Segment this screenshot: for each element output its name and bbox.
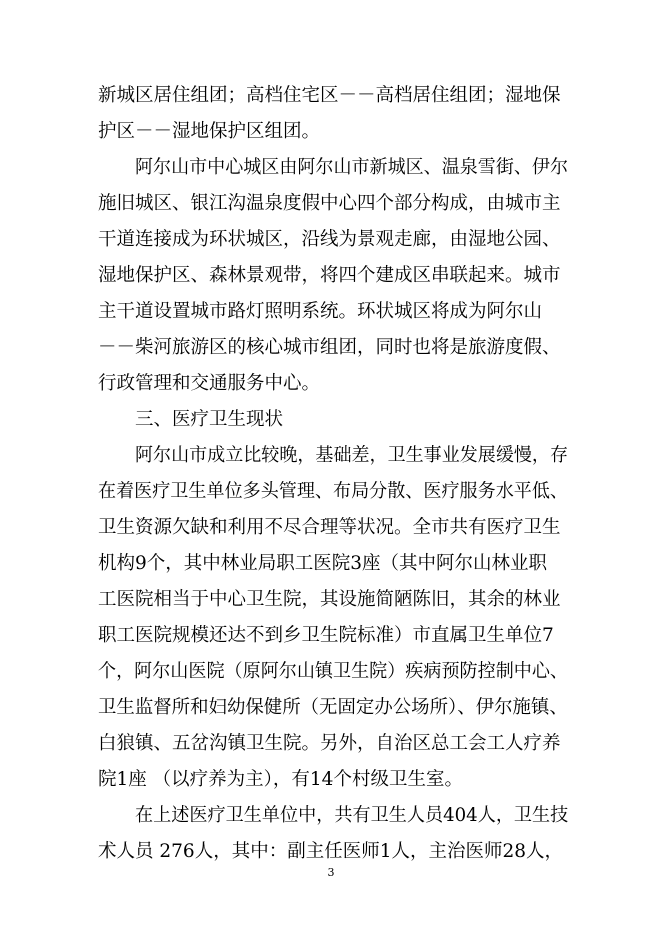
text-line: 新城区居住组团；高档住宅区－－高档居住组团；湿地保 xyxy=(98,85,561,106)
text-line: 护区－－湿地保护区组团。 xyxy=(98,121,321,142)
text-line: 行政管理和交通服务中心。 xyxy=(98,373,321,394)
paragraph-first-line: 在上述医疗卫生单位中，共有卫生人员404人，卫生技 xyxy=(135,805,569,826)
text-line: 职工医院规模还达不到乡卫生院标准）市直属卫生单位7 xyxy=(98,625,554,646)
text-line: 白狼镇、五岔沟镇卫生院。另外，自治区总工会工人疗养 xyxy=(98,733,561,754)
text-line: 个，阿尔山医院（原阿尔山镇卫生院）疾病预防控制中心、 xyxy=(98,661,569,682)
text-line: 湿地保护区、森林景观带，将四个建成区串联起来。城市 xyxy=(98,265,561,286)
text-line: －－柴河旅游区的核心城市组团，同时也将是旅游度假、 xyxy=(98,337,561,358)
paragraph-first-line: 阿尔山市中心城区由阿尔山市新城区、温泉雪街、伊尔 xyxy=(135,157,569,178)
text-line: 院1座 （以疗养为主），有14个村级卫生室。 xyxy=(98,769,463,790)
text-line: 施旧城区、银江沟温泉度假中心四个部分构成，由城市主 xyxy=(98,193,561,214)
text-line: 主干道设置城市路灯照明系统。环状城区将成为阿尔山 xyxy=(98,301,543,322)
text-line: 工医院相当于中心卫生院，其设施简陋陈旧，其余的林业 xyxy=(98,589,561,610)
text-line: 干道连接成为环状城区，沿线为景观走廊，由湿地公园、 xyxy=(98,229,561,250)
page-number: 3 xyxy=(327,866,335,879)
section-heading: 三、医疗卫生现状 xyxy=(135,409,284,430)
text-line: 术人员 276人，其中：副主任医师1人，主治医师28人， xyxy=(98,841,564,862)
text-line: 机构9个，其中林业局职工医院3座（其中阿尔山林业职 xyxy=(98,553,548,574)
text-line: 卫生资源欠缺和利用不尽合理等状况。全市共有医疗卫生 xyxy=(98,517,561,538)
text-line: 在着医疗卫生单位多头管理、布局分散、医疗服务水平低、 xyxy=(98,481,569,502)
text-line: 卫生监督所和妇幼保健所（无固定办公场所）、伊尔施镇、 xyxy=(98,697,568,718)
paragraph-first-line: 阿尔山市成立比较晚，基础差，卫生事业发展缓慢，存 xyxy=(135,445,569,466)
